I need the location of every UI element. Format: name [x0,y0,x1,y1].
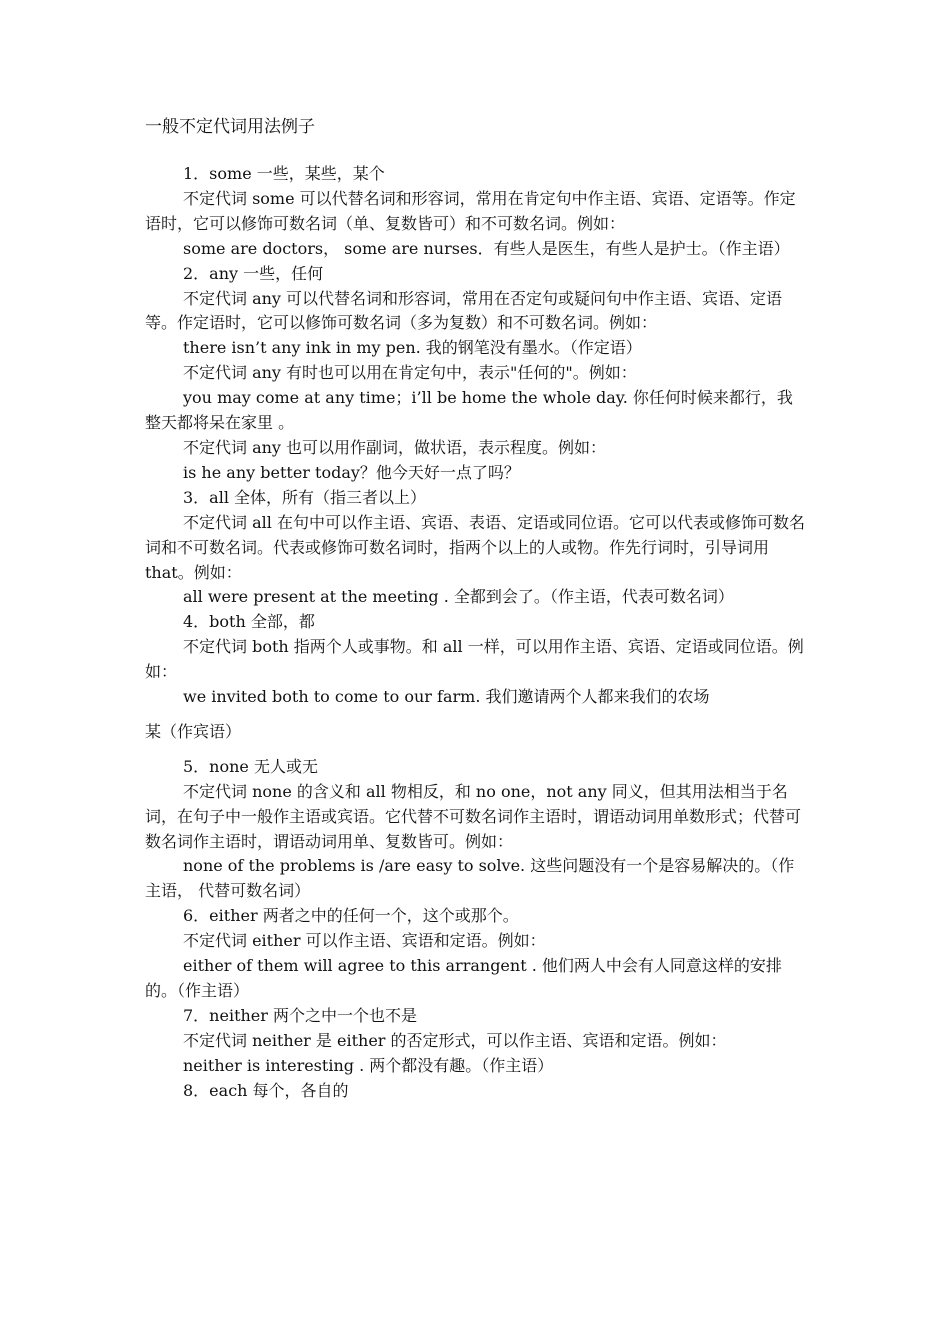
heading-each: 8．each 每个，各自的 [183,1080,349,1100]
example-sentence: either of them will agree to this arrangent . 他们两人中会有人同意这样的安排的。（作主语） [145,956,782,1000]
body-paragraph: 不定代词 none 的含义和 all 物相反，和 no one，not any 同义，但其用法相当于名词，在句子中一般作主语或宾语。它代替不可数名词作主语时，谓语动词用单数形式；代替可数名词作主语时，谓语动词用单、复数皆可。例如： [145,781,802,851]
example-sentence: is he any better today？他今天好一点了吗？ [183,462,520,482]
body-paragraph: 不定代词 any 有时也可以用在肯定句中，表示"任何的"。例如： [183,363,637,383]
example-sentence: we invited both to come to our farm. 我们邀请两个人都来我们的农场 [183,687,710,707]
body-paragraph: 不定代词 any 可以代替名词和形容词，常用在否定句或疑问句中作主语、宾语、定语等。作定语时，它可以修饰可数名词（多为复数）和不可数名词。例如： [145,288,783,333]
example-sentence-continuation: 某（作宾语） [145,721,242,741]
example-sentence: some are doctors， some are nurses．有些人是医生，有些人是护士。（作主语） [183,238,790,258]
document-body [145,162,807,1104]
heading-none: 5．none 无人或无 [183,756,318,776]
example-sentence: neither is interesting . 两个都没有趣。（作主语） [183,1055,554,1075]
heading-all: 3．all 全体，所有（指三者以上） [183,487,427,507]
example-sentence: you may come at any time；i’ll be home the whole day. 你任何时候来都行，我整天都将呆在家里 。 [145,388,793,433]
example-sentence: all were present at the meeting . 全都到会了。（作主语，代表可数名词） [183,587,734,607]
heading-neither: 7．neither 两个之中一个也不是 [183,1005,418,1025]
body-paragraph: 不定代词 neither 是 either 的否定形式，可以作主语、宾语和定语。例如： [183,1030,727,1050]
example-sentence: there isn’t any ink in my pen. 我的钢笔没有墨水。（作定语） [183,338,642,358]
document-title: 一般不定代词用法例子 [145,117,315,137]
heading-both: 4．both 全部，都 [183,612,315,632]
heading-any: 2．any 一些，任何 [183,263,324,283]
heading-either: 6．either 两者之中的任何一个，这个或那个。 [183,906,519,926]
example-sentence: none of the problems is /are easy to solve. 这些问题没有一个是容易解决的。（作主语， 代替可数名词） [145,856,795,901]
body-paragraph: 不定代词 all 在句中可以作主语、宾语、表语、定语或同位语。它可以代表或修饰可数名词和不可数名词。代表或修饰可数名词时，指两个以上的人或物。作先行词时，引导词用 that。例如： [145,512,805,582]
body-paragraph: 不定代词 any 也可以用作副词，做状语，表示程度。例如： [183,437,607,457]
heading-some: 1．some 一些，某些，某个 [183,164,385,183]
body-paragraph: 不定代词 either 可以作主语、宾语和定语。例如： [183,931,546,951]
body-paragraph: 不定代词 both 指两个人或事物。和 all 一样，可以用作主语、宾语、定语或同位语。例如： [145,637,804,682]
body-paragraph: 不定代词 some 可以代替名词和形容词，常用在肯定句中作主语、宾语、定语等。作定语时，它可以修饰可数名词（单、复数皆可）和不可数名词。例如： [145,188,796,233]
